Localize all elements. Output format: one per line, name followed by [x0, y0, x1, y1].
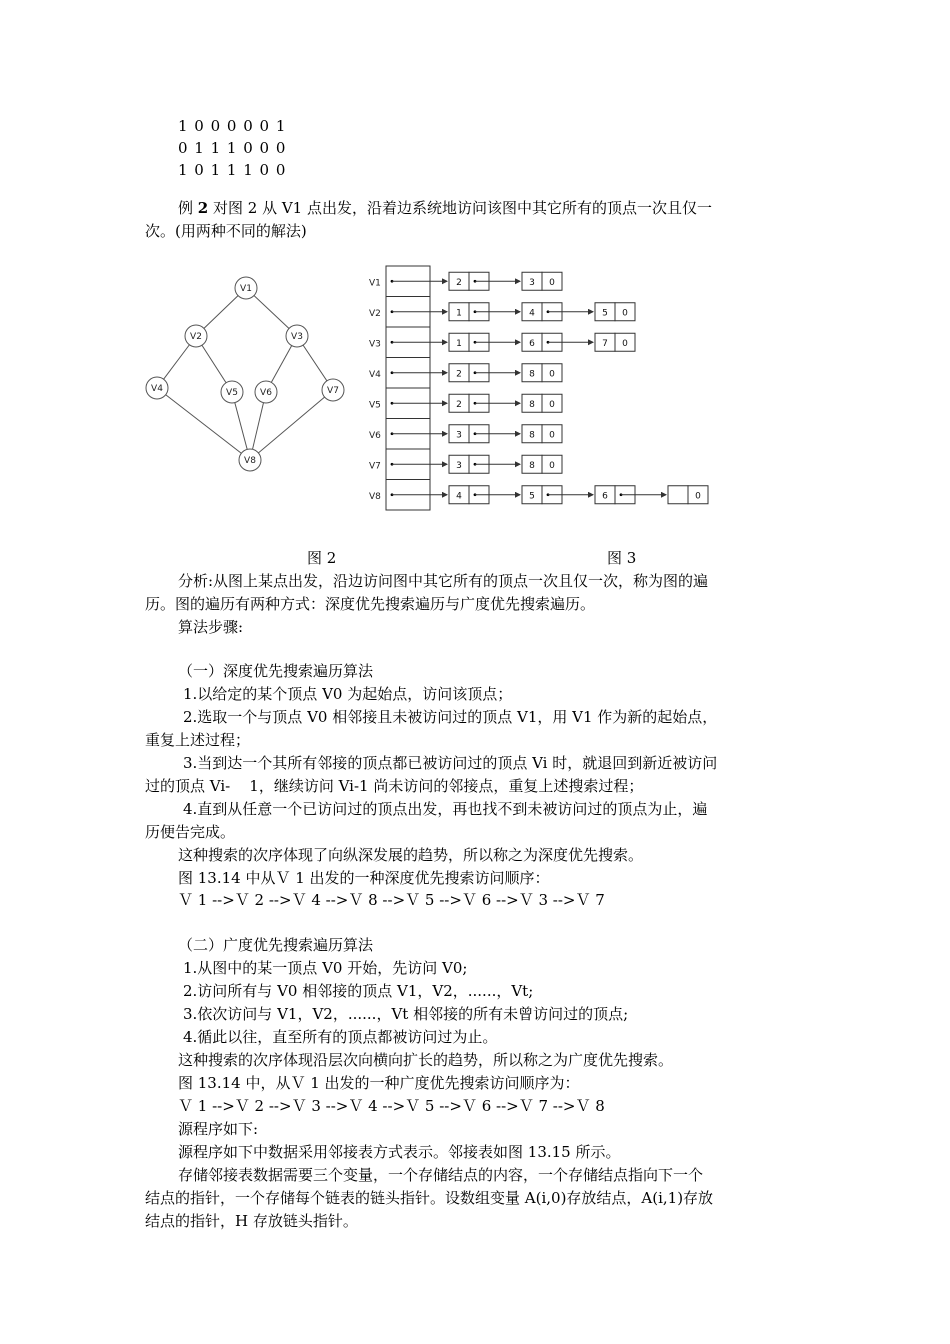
matrix-row: 1 0 1 1 1 0 0 [178, 161, 287, 179]
bfs-title: （二）广度优先搜索遍历算法 [178, 936, 374, 954]
list-node-value: 4 [456, 491, 462, 502]
row-label: V1 [369, 278, 381, 289]
source-line: 结点的指针，H 存放链头指针。 [145, 1212, 358, 1230]
graph-node-label: V5 [226, 388, 238, 398]
list-node-null: 0 [695, 491, 701, 502]
dfs-step: 3.当到达一个其所有邻接的顶点都已被访问过的顶点 Vi 时，就退回到新近被访问 [183, 754, 718, 772]
bfs-step: 1.从图中的某一顶点 V0 开始，先访问 V0; [183, 959, 468, 977]
list-node-value: 2 [456, 277, 462, 288]
row-label: V7 [369, 461, 381, 472]
figure-3-adjacency-list [360, 262, 720, 512]
graph-node-label: V3 [291, 332, 303, 342]
row-label: V6 [369, 430, 381, 441]
list-node-null: 0 [549, 399, 555, 410]
list-node-value: 6 [602, 491, 608, 502]
list-node-null: 0 [622, 338, 628, 349]
graph-node-label: V2 [190, 332, 202, 342]
dfs-order-title: 图 13.14 中从Ｖ 1 出发的一种深度优先搜索访问顺序： [178, 869, 550, 887]
list-node-value: 3 [529, 277, 535, 288]
list-node-value: 3 [456, 460, 462, 471]
dfs-step: 过的顶点 Vi- 1，继续访问 Vi-1 尚未访问的邻接点，重复上述搜索过程； [145, 777, 644, 795]
analysis-line: 历。图的遍历有两种方式：深度优先搜索遍历与广度优先搜索遍历。 [145, 595, 596, 613]
row-label: V2 [369, 308, 381, 319]
bfs-step: 2.访问所有与 V0 相邻接的顶点 V1，V2，......，Vt; [183, 982, 534, 1000]
example-prefix: 例 [178, 199, 198, 217]
source-heading: 源程序如下: [178, 1120, 259, 1138]
list-node-data [668, 486, 688, 504]
row-label: V3 [369, 339, 381, 350]
list-node-value: 5 [529, 491, 535, 502]
list-node-null: 0 [549, 460, 555, 471]
list-node-value: 6 [529, 338, 535, 349]
graph-node-label: V1 [240, 284, 252, 294]
dfs-step: 1.以给定的某个顶点 V0 为起始点，访问该顶点； [183, 685, 513, 703]
figure-3-caption: 图 3 [607, 549, 637, 567]
graph-node-label: V7 [327, 386, 339, 396]
source-line: 结点的指针，一个存储每个链表的链头指针。设数组变量 A(i,0)存放结点，A(i,1)存放 [145, 1189, 714, 1207]
list-node-value: 8 [529, 369, 535, 380]
matrix-row: 0 1 1 1 0 0 0 [178, 139, 287, 157]
list-node-value: 8 [529, 399, 535, 410]
list-node-value: 2 [456, 369, 462, 380]
source-line: 存储邻接表数据需要三个变量，一个存储结点的内容，一个存储结点指向下一个 [178, 1166, 704, 1184]
source-line: 源程序如下中数据采用邻接表方式表示。邻接表如图 13.15 所示。 [178, 1143, 621, 1161]
graph-node-label: V6 [260, 388, 272, 398]
list-node-value: 1 [456, 338, 462, 349]
list-node-null: 0 [549, 277, 555, 288]
dfs-order: Ｖ 1 -->Ｖ 2 -->Ｖ 4 -->Ｖ 8 -->Ｖ 5 -->Ｖ 6 -->Ｖ 3 -->Ｖ 7 [178, 891, 605, 909]
list-node-value: 4 [529, 308, 535, 319]
analysis-line: 分析:从图上某点出发，沿边访问图中其它所有的顶点一次且仅一次，称为图的遍 [178, 572, 709, 590]
row-label: V5 [369, 400, 381, 411]
example-text: 对图 2 从 V1 点出发，沿着边系统地访问该图中其它所有的顶点一次且仅一 [208, 199, 712, 217]
list-node-null: 0 [549, 430, 555, 441]
algorithm-steps-heading: 算法步骤: [178, 618, 244, 636]
matrix-row: 1 0 0 0 0 0 1 [178, 117, 287, 135]
list-node-value: 1 [456, 308, 462, 319]
bfs-note: 这种搜索的次序体现沿层次向横向扩长的趋势，所以称之为广度优先搜索。 [178, 1051, 674, 1069]
example-number: 2 [197, 199, 209, 217]
example-line-1 [178, 198, 712, 218]
dfs-title: （一）深度优先搜索遍历算法 [178, 662, 374, 680]
list-node-null: 0 [549, 369, 555, 380]
dfs-step: 2.选取一个与顶点 V0 相邻接且未被访问过的顶点 V1，用 V1 作为新的起始点， [183, 708, 718, 726]
dfs-step: 历便告完成。 [145, 823, 236, 841]
bfs-order-title: 图 13.14 中，从Ｖ 1 出发的一种广度优先搜索访问顺序为： [178, 1074, 580, 1092]
bfs-order: Ｖ 1 -->Ｖ 2 -->Ｖ 3 -->Ｖ 4 -->Ｖ 5 -->Ｖ 6 -->Ｖ 7 -->Ｖ 8 [178, 1097, 605, 1115]
figure-2-graph [140, 268, 360, 478]
list-node-value: 7 [602, 338, 608, 349]
list-node-value: 2 [456, 399, 462, 410]
figure-2-caption: 图 2 [307, 549, 337, 567]
row-label: V4 [369, 369, 381, 380]
graph-node-label: V4 [151, 384, 163, 394]
bfs-step: 3.依次访问与 V1，V2，......，Vt 相邻接的所有未曾访问过的顶点; [183, 1005, 629, 1023]
example-line-2: 次。(用两种不同的解法) [145, 222, 307, 240]
dfs-step: 4.直到从任意一个已访问过的顶点出发，再也找不到未被访问过的顶点为止，遍 [183, 800, 708, 818]
list-node-value: 5 [602, 308, 608, 319]
bfs-step: 4.循此以往，直至所有的顶点都被访问过为止。 [183, 1028, 498, 1046]
list-node-value: 8 [529, 430, 535, 441]
list-node-value: 3 [456, 430, 462, 441]
graph-node-label: V8 [244, 456, 256, 466]
row-label: V8 [369, 491, 381, 502]
list-node-null: 0 [622, 308, 628, 319]
list-node-value: 8 [529, 460, 535, 471]
dfs-step: 重复上述过程； [145, 731, 251, 749]
dfs-note: 这种搜索的次序体现了向纵深发展的趋势，所以称之为深度优先搜索。 [178, 846, 644, 864]
